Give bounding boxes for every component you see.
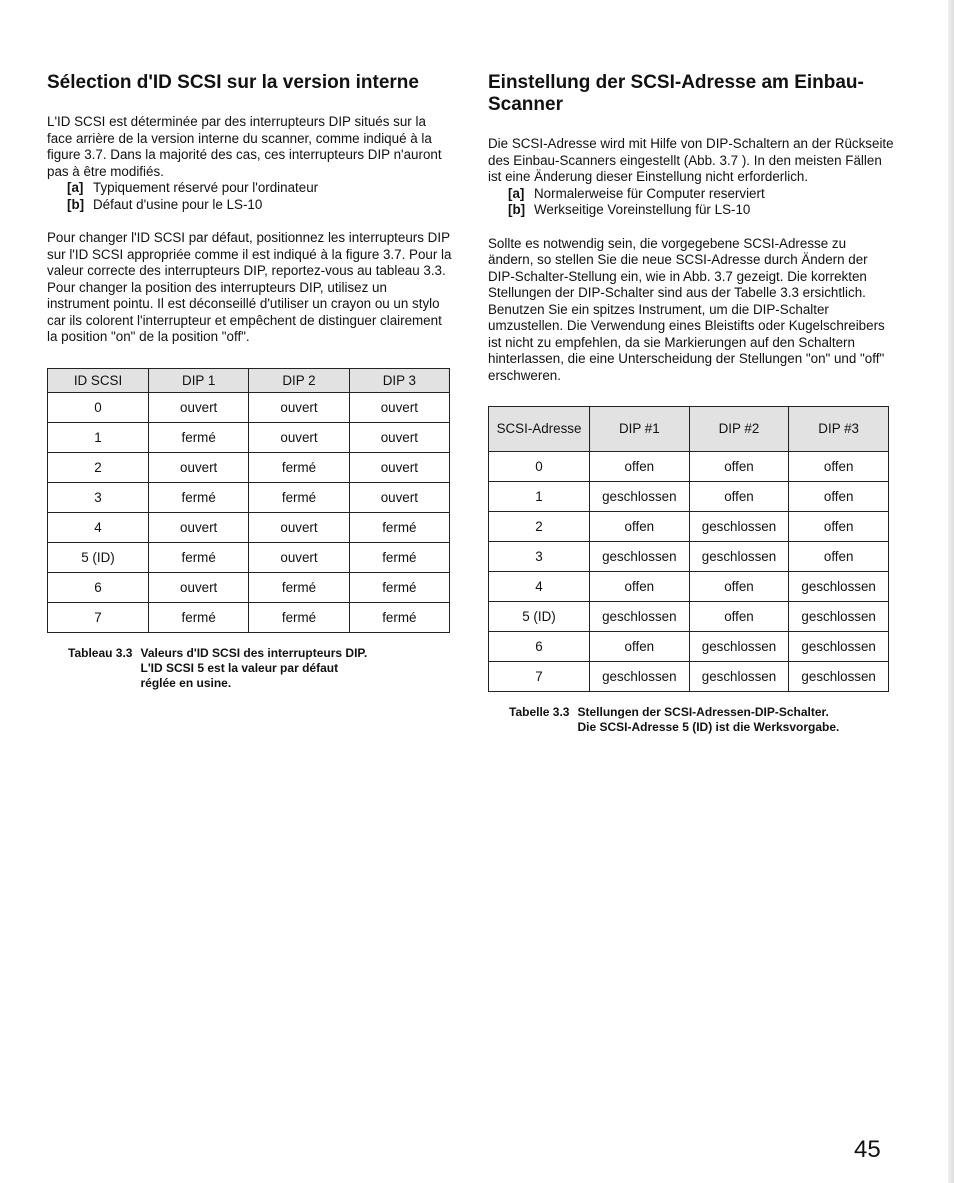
switch-state-cell: geschlossen	[789, 602, 889, 632]
switch-state-cell: ouvert	[249, 422, 349, 452]
french-column	[47, 72, 453, 691]
address-cell: 7	[489, 662, 590, 692]
caption-line: Die SCSI-Adresse 5 (ID) ist die Werksvorgabe.	[577, 720, 840, 734]
table-row	[48, 392, 450, 422]
legend-text: Typiquement réservé pour l'ordinateur	[93, 180, 319, 195]
address-cell: 3	[489, 542, 590, 572]
switch-state-cell: geschlossen	[689, 632, 789, 662]
switch-state-cell: fermé	[249, 482, 349, 512]
legend-text: Werkseitige Voreinstellung für LS-10	[534, 202, 751, 217]
switch-state-cell: fermé	[249, 602, 349, 632]
table-header-row	[489, 407, 889, 452]
switch-state-cell: geschlossen	[590, 542, 690, 572]
switch-state-cell: fermé	[149, 482, 249, 512]
page-number: 45	[854, 1136, 881, 1163]
switch-state-cell: ouvert	[349, 452, 449, 482]
caption-line: réglée en usine.	[140, 675, 232, 690]
switch-state-cell: offen	[789, 452, 889, 482]
table-row	[48, 602, 450, 632]
switch-state-cell: fermé	[349, 602, 449, 632]
caption-line: Valeurs d'ID SCSI des interrupteurs DIP.	[140, 645, 368, 660]
table-row	[48, 542, 450, 572]
table-row	[489, 602, 889, 632]
caption-label: Tabelle 3.3	[509, 705, 570, 719]
caption-line: Stellungen der SCSI-Adressen-DIP-Schalter.	[577, 705, 829, 719]
switch-state-cell: geschlossen	[689, 512, 789, 542]
legend-key: [a]	[67, 180, 84, 195]
switch-state-cell: geschlossen	[789, 662, 889, 692]
column-header: DIP 1	[149, 368, 249, 392]
section-heading: Einstellung der SCSI-Adresse am Einbau-Scanner	[488, 72, 864, 115]
legend-item	[47, 180, 453, 197]
address-cell: 1	[48, 422, 149, 452]
legend-item	[488, 186, 894, 203]
switch-state-cell: offen	[789, 542, 889, 572]
switch-state-cell: offen	[689, 602, 789, 632]
table-row	[48, 422, 450, 452]
address-cell: 4	[489, 572, 590, 602]
address-cell: 6	[489, 632, 590, 662]
german-column	[488, 72, 894, 735]
switch-state-cell: offen	[590, 452, 690, 482]
switch-state-cell: fermé	[149, 422, 249, 452]
table-caption	[509, 705, 894, 735]
column-header: DIP #2	[689, 407, 789, 452]
table-caption	[68, 646, 453, 691]
address-cell: 1	[489, 482, 590, 512]
switch-state-cell: fermé	[249, 572, 349, 602]
switch-state-cell: ouvert	[349, 422, 449, 452]
switch-state-cell: ouvert	[249, 392, 349, 422]
table-row	[489, 482, 889, 512]
switch-state-cell: geschlossen	[590, 482, 690, 512]
address-cell: 5 (ID)	[489, 602, 590, 632]
switch-state-cell: ouvert	[149, 572, 249, 602]
switch-state-cell: geschlossen	[789, 572, 889, 602]
dip-switch-table	[488, 406, 889, 692]
instructions-paragraph: Pour changer l'ID SCSI par défaut, positionnez les interrupteurs DIP sur l'ID SCSI appropriée comme il est indiqué à la figure 3.7. Pour la valeur correcte des interrupteurs DIP, reportez-vous au tableau 3.3. Pour changer la position des interrupteurs DIP, utilisez un instrument pointu. Il est déconseillé d'utiliser un crayon ou un stylo car ils colorent l'interrupteur et empêchent de distinguer clairement la position "on" de la position "off".	[47, 230, 452, 344]
column-header: DIP #1	[590, 407, 690, 452]
switch-state-cell: geschlossen	[590, 662, 690, 692]
table-row	[48, 452, 450, 482]
switch-state-cell: offen	[590, 572, 690, 602]
address-cell: 2	[48, 452, 149, 482]
legend-text: Normalerweise für Computer reserviert	[534, 185, 765, 201]
column-header: SCSI-Adresse	[489, 407, 590, 452]
legend-item	[488, 202, 894, 219]
switch-state-cell: offen	[689, 482, 789, 512]
address-cell: 0	[48, 392, 149, 422]
switch-state-cell: ouvert	[149, 512, 249, 542]
switch-state-cell: ouvert	[249, 512, 349, 542]
switch-state-cell: offen	[590, 632, 690, 662]
switch-state-cell: fermé	[349, 572, 449, 602]
table-row	[48, 572, 450, 602]
address-cell: 4	[48, 512, 149, 542]
table-row	[489, 452, 889, 482]
intro-paragraph: Die SCSI-Adresse wird mit Hilfe von DIP-Schaltern an der Rückseite des Einbau-Scanners eingestellt (Abb. 3.7 ). In den meisten Fällen ist eine Änderung dieser Einstellung nicht erforderlich.	[488, 136, 894, 184]
switch-state-cell: ouvert	[149, 452, 249, 482]
legend-key: [a]	[508, 185, 525, 201]
switch-state-cell: ouvert	[349, 392, 449, 422]
address-cell: 5 (ID)	[48, 542, 149, 572]
legend-text: Défaut d'usine pour le LS-10	[93, 196, 263, 212]
switch-state-cell: offen	[789, 512, 889, 542]
table-row	[489, 662, 889, 692]
legend-item	[47, 197, 453, 214]
switch-state-cell: ouvert	[249, 542, 349, 572]
table-header-row	[48, 368, 450, 392]
section-heading: Sélection d'ID SCSI sur la version interne	[47, 72, 419, 93]
column-header: DIP 3	[349, 368, 449, 392]
switch-state-cell: ouvert	[149, 392, 249, 422]
dip-switch-table	[47, 368, 450, 633]
table-row	[489, 512, 889, 542]
switch-state-cell: ouvert	[349, 482, 449, 512]
table-row	[489, 632, 889, 662]
switch-state-cell: geschlossen	[689, 662, 789, 692]
caption-label: Tableau 3.3	[68, 645, 133, 660]
table-row	[48, 482, 450, 512]
legend-key: [b]	[67, 196, 85, 212]
table-row	[489, 542, 889, 572]
switch-state-cell: offen	[689, 452, 789, 482]
intro-paragraph: L'ID SCSI est déterminée par des interrupteurs DIP situés sur la face arrière de la version interne du scanner, comme indiqué à la figure 3.7. Dans la majorité des cas, ces interrupteurs DIP n'auront pas à être modifiés.	[47, 114, 442, 179]
switch-state-cell: offen	[789, 482, 889, 512]
switch-state-cell: fermé	[149, 602, 249, 632]
address-cell: 0	[489, 452, 590, 482]
legend-list	[488, 186, 894, 219]
switch-state-cell: geschlossen	[689, 542, 789, 572]
address-cell: 7	[48, 602, 149, 632]
column-header: ID SCSI	[48, 368, 149, 392]
switch-state-cell: geschlossen	[789, 632, 889, 662]
page-edge	[948, 0, 954, 1183]
column-header: DIP #3	[789, 407, 889, 452]
switch-state-cell: offen	[590, 512, 690, 542]
table-row	[48, 512, 450, 542]
instructions-paragraph: Sollte es notwendig sein, die vorgegebene SCSI-Adresse zu ändern, so stellen Sie die neue SCSI-Adresse durch Ändern der DIP-Schalter-Stellung ein, wie in Abb. 3.7 gezeigt. Die korrekten Stellungen der DIP-Schalter sind aus der Tabelle 3.3 ersichtlich. Benutzen Sie ein spitzes Instrument, um die DIP-Schalter umzustellen. Die Verwendung eines Bleistifts oder Kugelschreibers ist nicht zu empfehlen, da sie Markierungen auf den Schaltern hinterlassen, die eine Unterscheidung der Stellungen "on" und "off" erschweren.	[488, 235, 885, 383]
switch-state-cell: fermé	[349, 542, 449, 572]
address-cell: 6	[48, 572, 149, 602]
switch-state-cell: geschlossen	[590, 602, 690, 632]
caption-line: L'ID SCSI 5 est la valeur par défaut	[140, 660, 339, 675]
column-header: DIP 2	[249, 368, 349, 392]
switch-state-cell: offen	[689, 572, 789, 602]
legend-list	[47, 180, 453, 213]
switch-state-cell: fermé	[149, 542, 249, 572]
table-row	[489, 572, 889, 602]
switch-state-cell: fermé	[249, 452, 349, 482]
address-cell: 2	[489, 512, 590, 542]
switch-state-cell: fermé	[349, 512, 449, 542]
legend-key: [b]	[508, 202, 526, 217]
address-cell: 3	[48, 482, 149, 512]
